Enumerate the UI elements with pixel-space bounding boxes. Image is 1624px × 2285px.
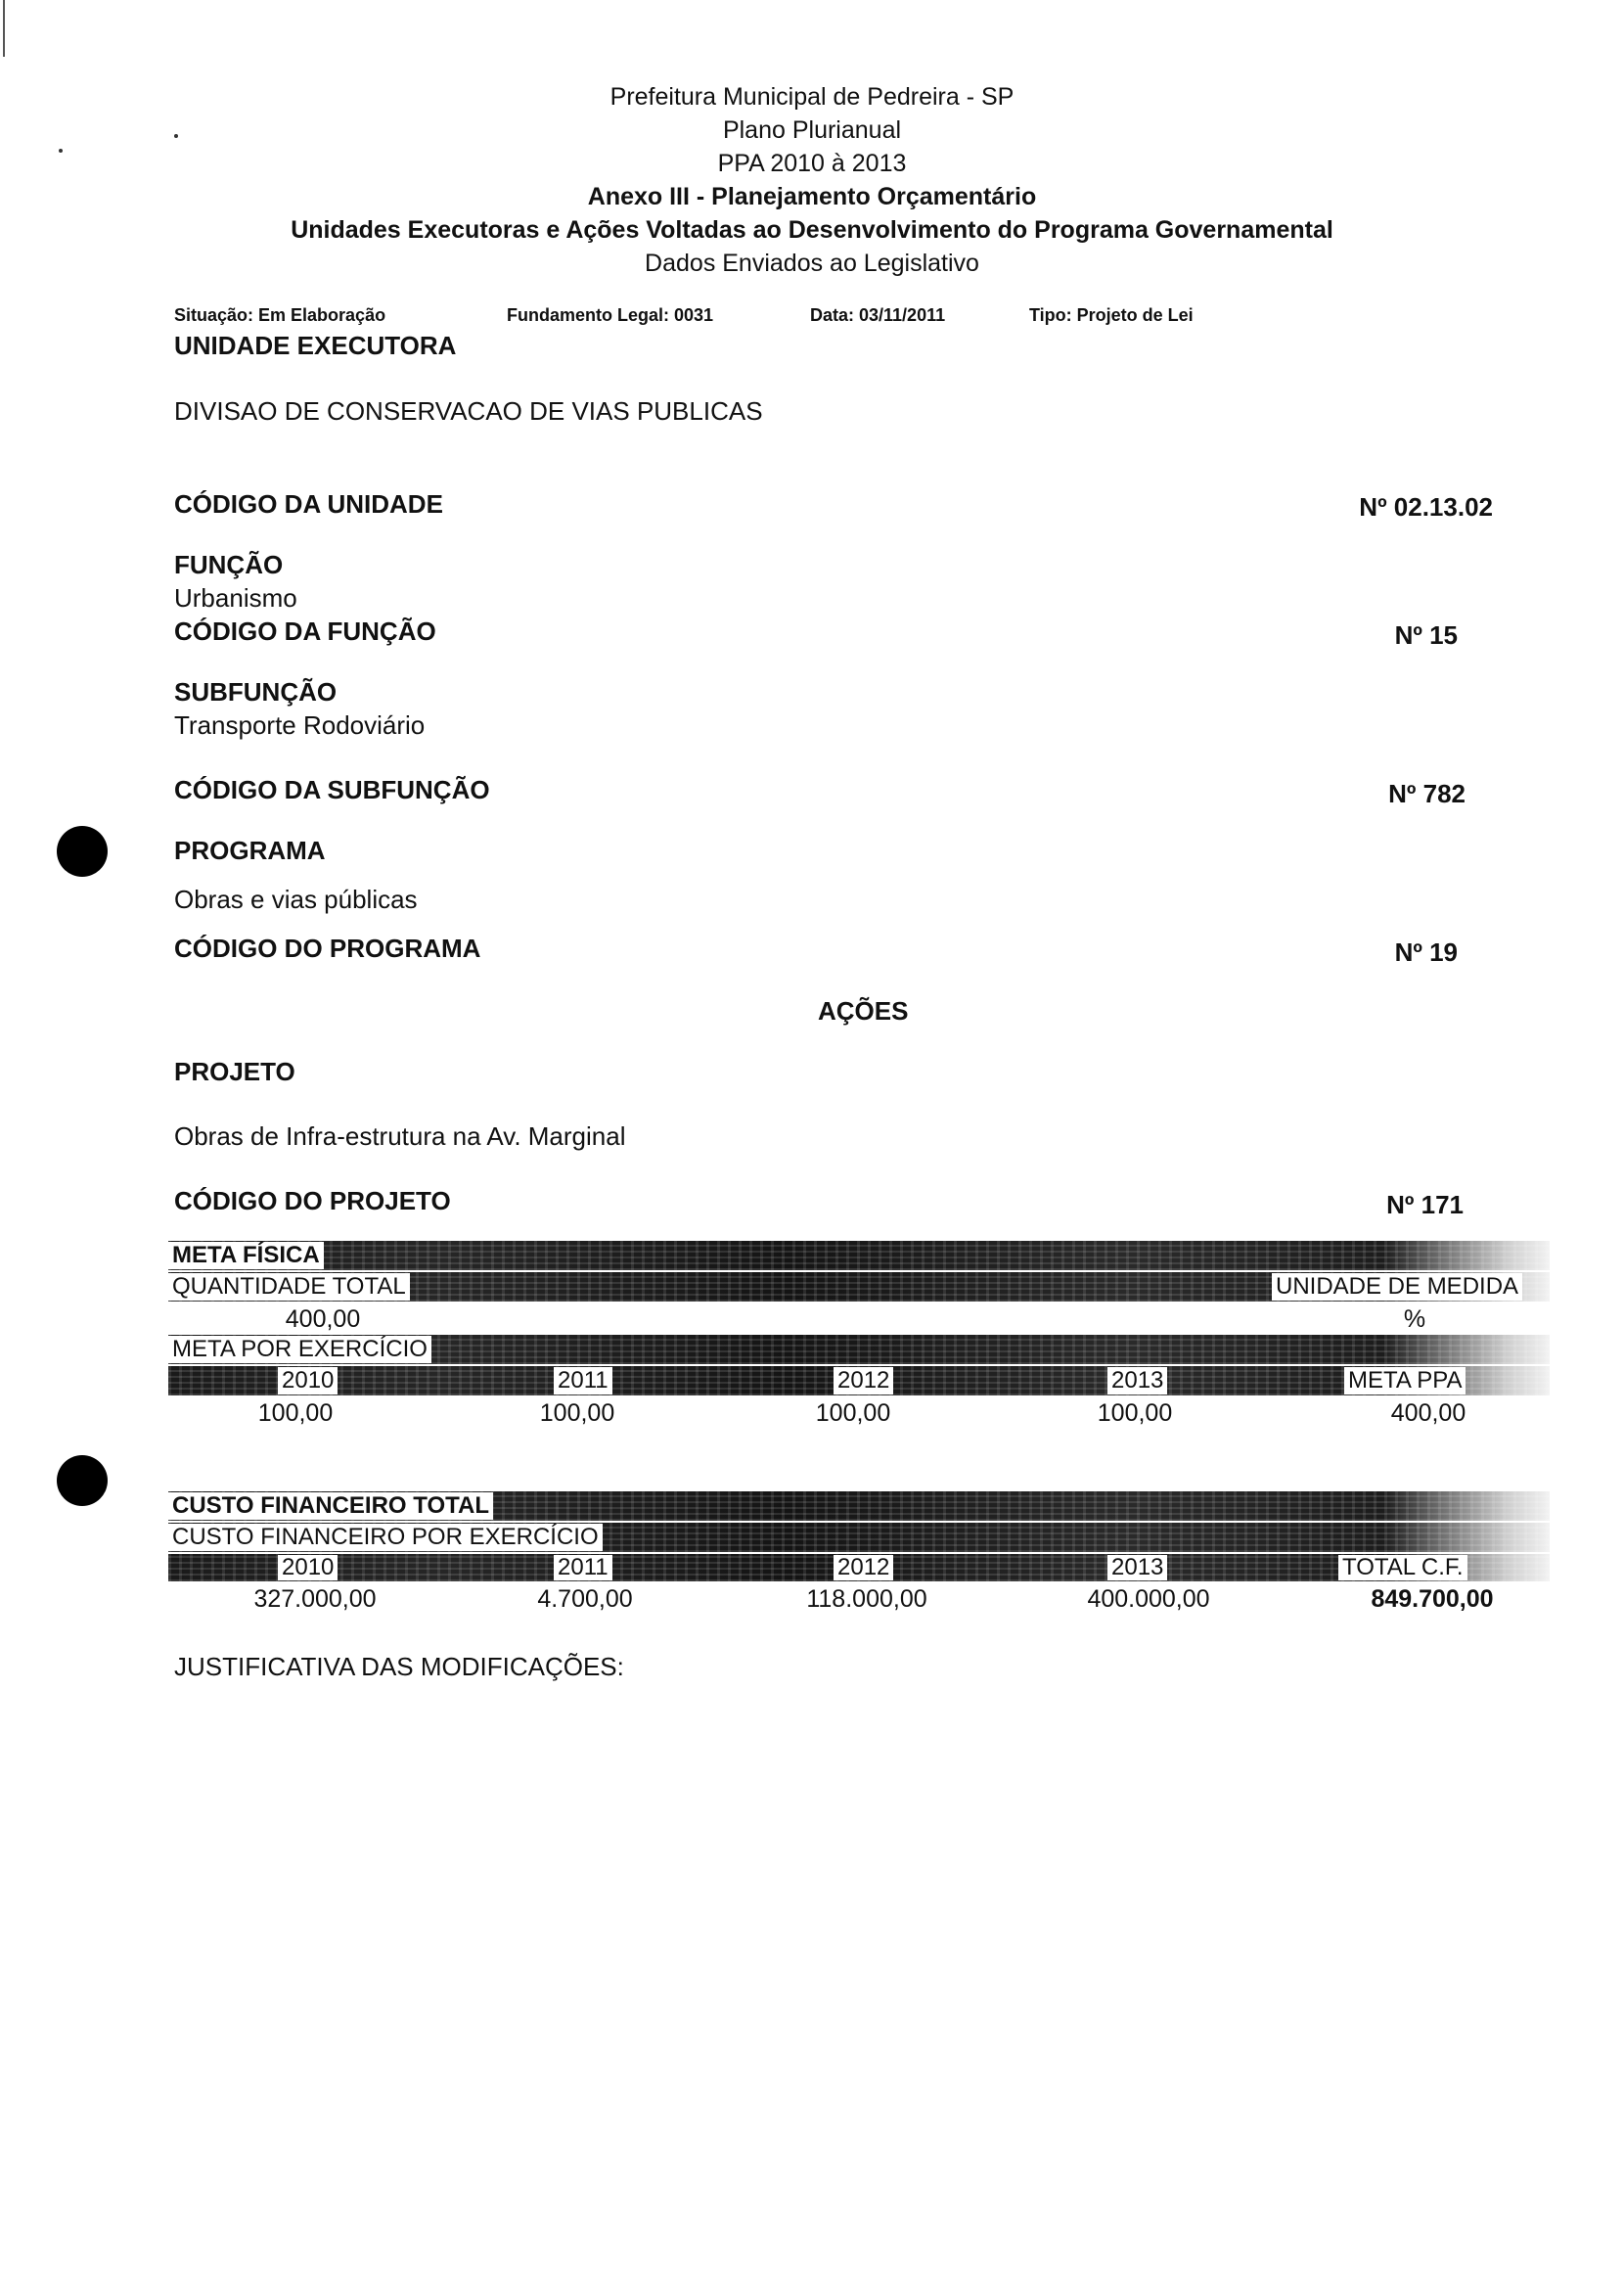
codigo-funcao-value: Nº 15 [1394, 620, 1458, 650]
funcao-value: Urbanismo [174, 583, 297, 613]
scan-edge-line [3, 0, 5, 57]
codigo-projeto-label: CÓDIGO DO PROJETO [174, 1186, 451, 1215]
unidade-medida-value: % [1403, 1305, 1426, 1333]
status-fundamento: Fundamento Legal: 0031 [507, 305, 714, 325]
subfuncao-label: SUBFUNÇÃO [174, 677, 338, 707]
programa-label: PROGRAMA [174, 836, 326, 865]
meta-ppa-label: META PPA [1344, 1367, 1466, 1394]
codigo-subfuncao-label: CÓDIGO DA SUBFUNÇÃO [174, 775, 490, 804]
custo-year-2013: 2013 [1107, 1555, 1167, 1580]
programa-value: Obras e vias públicas [174, 885, 418, 914]
custo-value-2010: 327.000,00 [253, 1585, 377, 1613]
acoes-title: AÇÕES [818, 996, 909, 1026]
meta-year-2012: 2012 [834, 1367, 893, 1394]
codigo-unidade-label: CÓDIGO DA UNIDADE [174, 489, 443, 519]
custo-total-value: 849.700,00 [1371, 1585, 1494, 1613]
header-subtitle: Unidades Executoras e Ações Voltadas ao Desenvolvimento do Programa Governamental [291, 216, 1333, 244]
unidade-name: DIVISAO DE CONSERVACAO DE VIAS PUBLICAS [174, 396, 763, 426]
status-data: Data: 03/11/2011 [810, 305, 946, 325]
header-plan: Plano Plurianual [722, 116, 902, 144]
unidade-title: UNIDADE EXECUTORA [174, 331, 457, 360]
custo-value-2013: 400.000,00 [1087, 1585, 1210, 1613]
meta-year-2011: 2011 [554, 1367, 612, 1394]
meta-years-band [168, 1366, 1550, 1395]
projeto-value: Obras de Infra-estrutura na Av. Marginal [174, 1121, 626, 1151]
meta-year-2010: 2010 [278, 1367, 338, 1394]
custo-year-2011: 2011 [554, 1555, 612, 1580]
unidade-medida-label: UNIDADE DE MEDIDA [1272, 1273, 1522, 1301]
header-dados: Dados Enviados ao Legislativo [645, 250, 979, 277]
codigo-projeto-value: Nº 171 [1386, 1190, 1464, 1219]
codigo-unidade-value: Nº 02.13.02 [1359, 492, 1493, 522]
funcao-label: FUNÇÃO [174, 550, 284, 579]
subfuncao-value: Transporte Rodoviário [174, 710, 426, 740]
status-situacao: Situação: Em Elaboração [174, 305, 386, 325]
codigo-subfuncao-value: Nº 782 [1388, 779, 1466, 808]
quantidade-band [168, 1272, 1550, 1302]
custo-year-2010: 2010 [278, 1555, 338, 1580]
quantidade-label: QUANTIDADE TOTAL [168, 1273, 410, 1301]
meta-value-2013: 100,00 [1097, 1399, 1173, 1427]
header-ppa: PPA 2010 à 2013 [717, 150, 907, 177]
custo-value-2011: 4.700,00 [537, 1585, 633, 1613]
status-tipo: Tipo: Projeto de Lei [1029, 305, 1194, 325]
header-municipality: Prefeitura Municipal de Pedreira - SP [609, 83, 1015, 111]
meta-fisica-band [168, 1241, 1550, 1270]
meta-exercicio-band [168, 1335, 1550, 1364]
custo-total-label: TOTAL C.F. [1338, 1555, 1467, 1580]
meta-value-2010: 100,00 [257, 1399, 334, 1427]
meta-value-2012: 100,00 [815, 1399, 891, 1427]
meta-exercicio-label: META POR EXERCÍCIO [168, 1336, 431, 1363]
codigo-programa-value: Nº 19 [1394, 937, 1458, 967]
quantidade-value: 400,00 [285, 1305, 361, 1333]
header-annex: Anexo III - Planejamento Orçamentário [587, 183, 1037, 210]
punch-hole [57, 826, 108, 877]
custo-value-2012: 118.000,00 [806, 1585, 927, 1613]
custo-total-band [168, 1491, 1550, 1521]
custo-exercicio-band [168, 1523, 1550, 1552]
meta-year-2013: 2013 [1107, 1367, 1167, 1394]
punch-hole [57, 1455, 108, 1506]
meta-value-2011: 100,00 [539, 1399, 615, 1427]
projeto-label: PROJETO [174, 1057, 295, 1086]
custo-years-band [168, 1554, 1550, 1581]
meta-ppa-value: 400,00 [1390, 1399, 1466, 1427]
codigo-funcao-label: CÓDIGO DA FUNÇÃO [174, 617, 436, 646]
codigo-programa-label: CÓDIGO DO PROGRAMA [174, 934, 481, 963]
custo-year-2012: 2012 [834, 1555, 893, 1580]
justificativa-label: JUSTIFICATIVA DAS MODIFICAÇÕES: [174, 1652, 624, 1681]
meta-fisica-title: META FÍSICA [168, 1242, 324, 1269]
custo-total-title: CUSTO FINANCEIRO TOTAL [168, 1492, 493, 1520]
custo-exercicio-label: CUSTO FINANCEIRO POR EXERCÍCIO [168, 1524, 603, 1551]
